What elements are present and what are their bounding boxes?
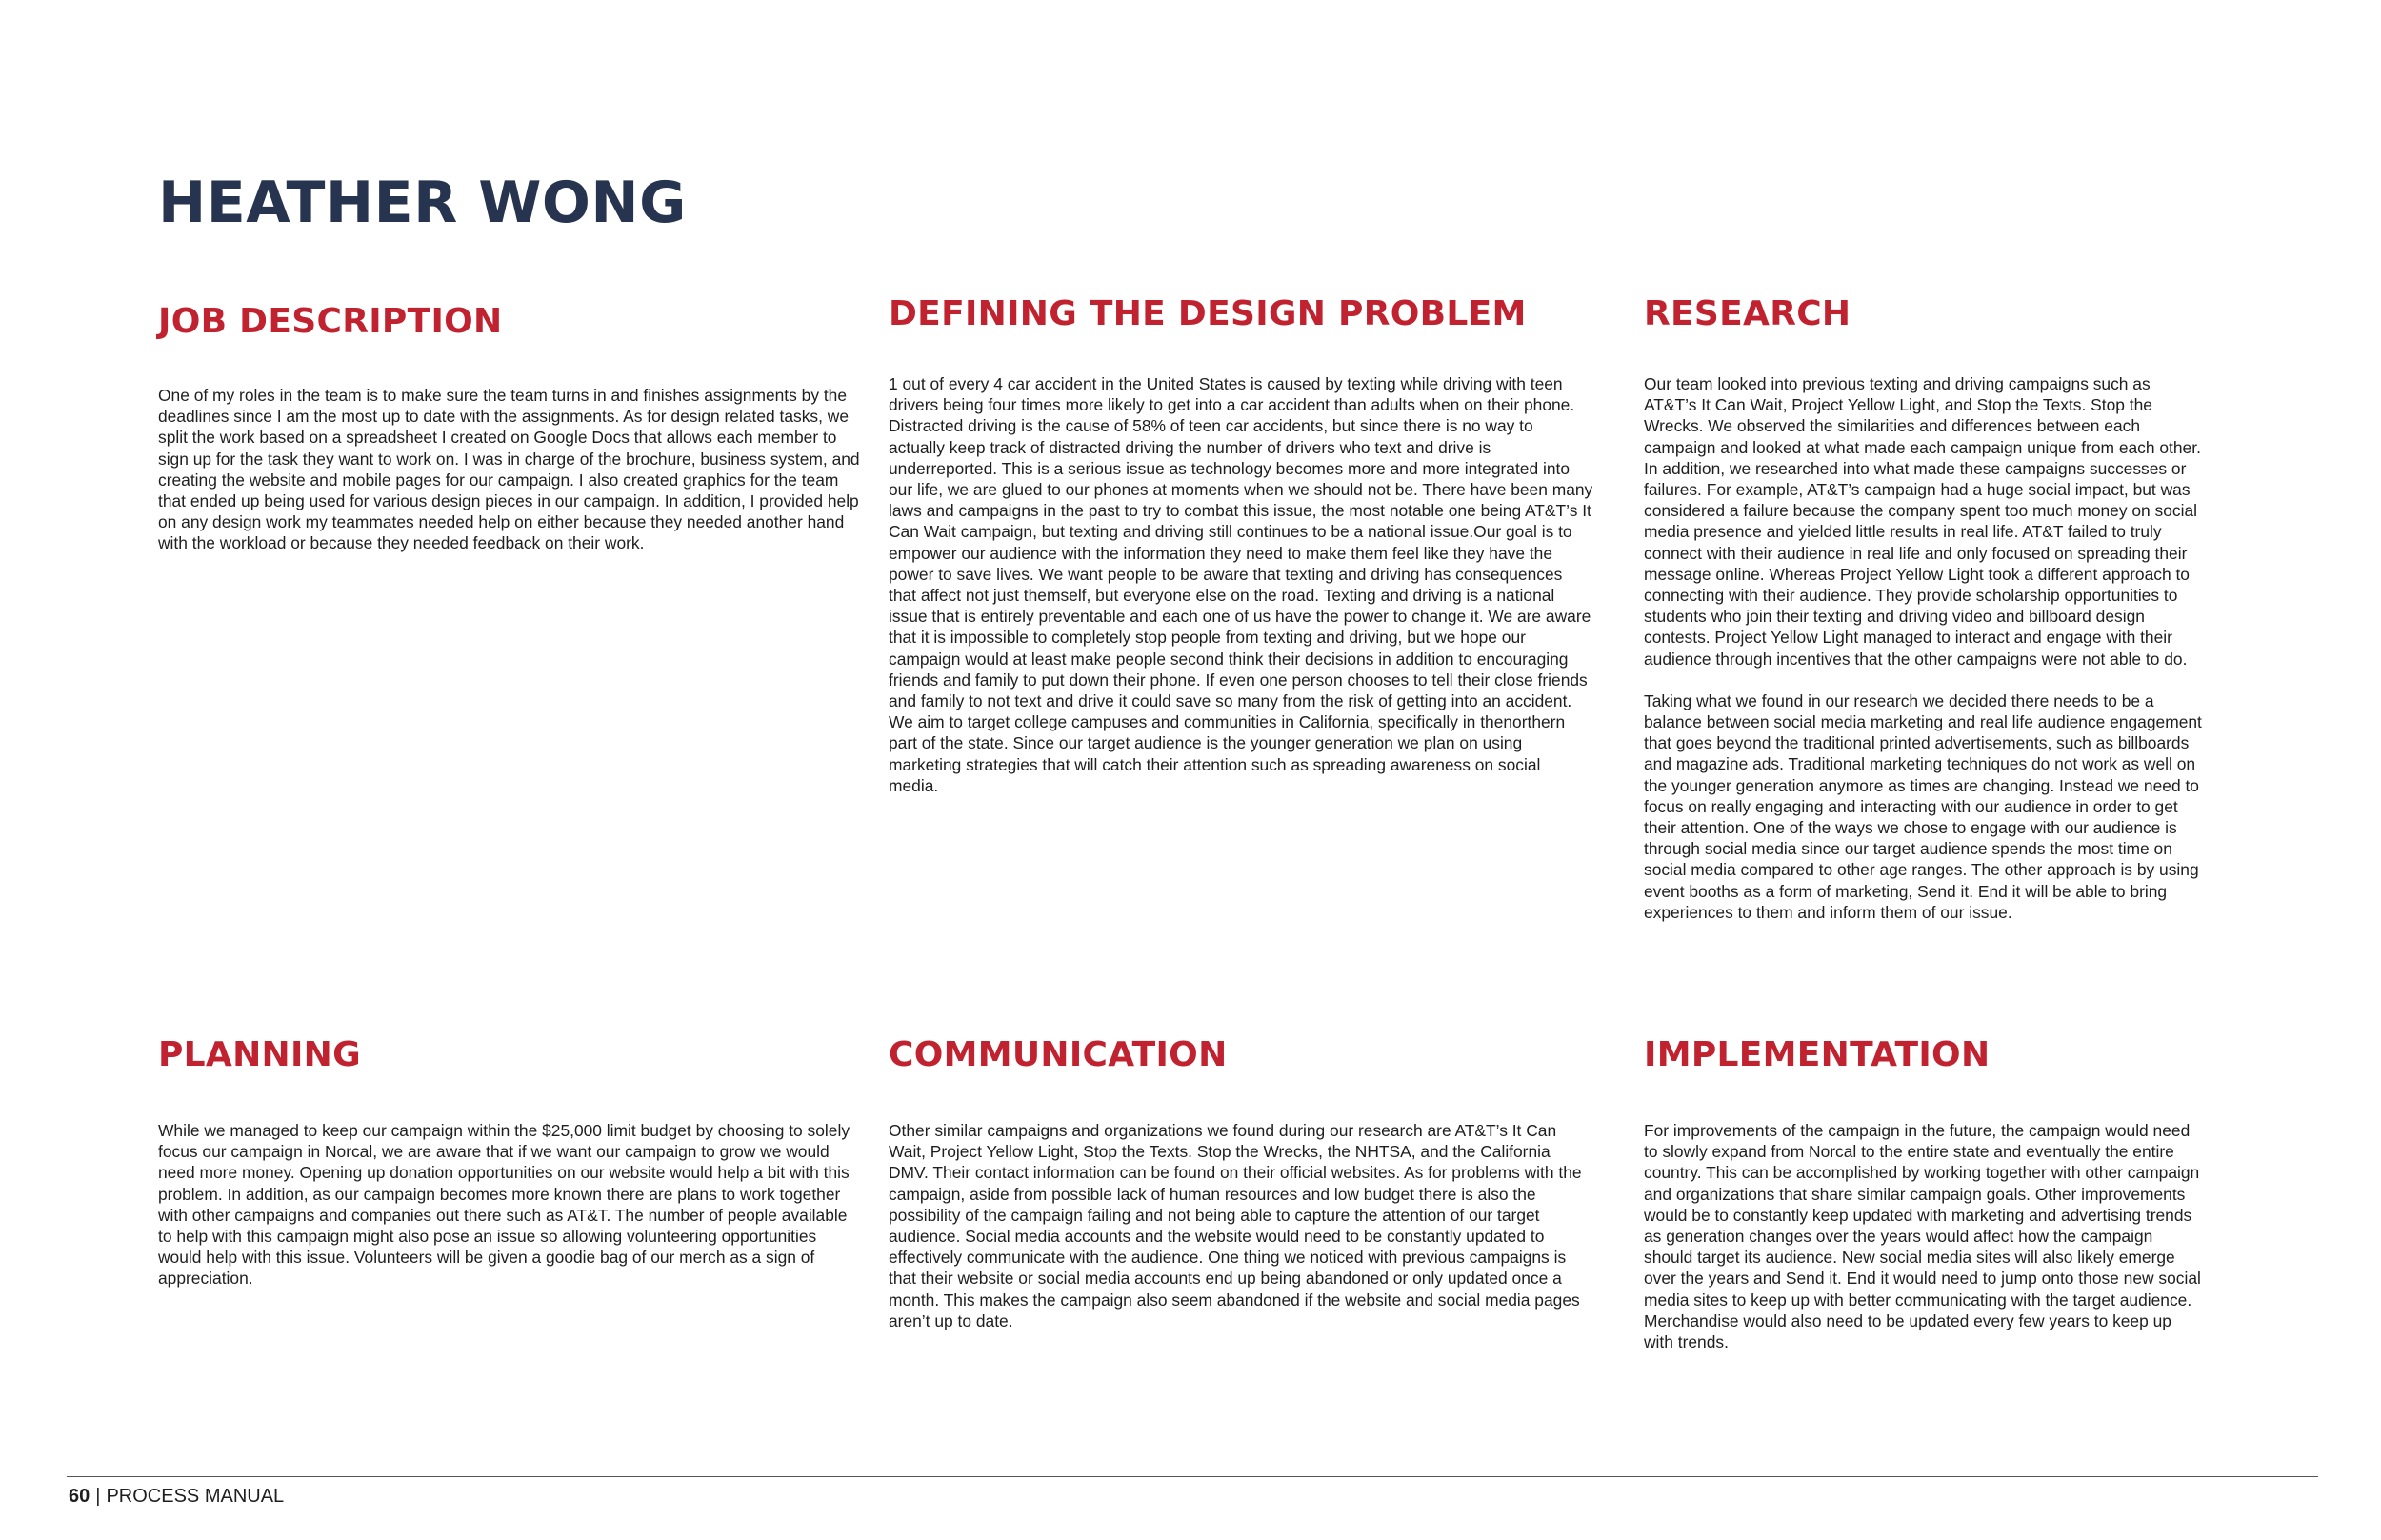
section-communication — [889, 1034, 1593, 1331]
page-title: HEATHER WONG — [158, 170, 687, 236]
section-heading-implementation: IMPLEMENTATION — [1644, 1035, 1991, 1074]
footer-separator: | — [95, 1486, 101, 1507]
research-paragraph-2: Taking what we found in our research we decided there needs to be a balance between social media marketing and real life audience engagement that goes beyond the traditional printed advertisements, such as billboards and magazine ads. Traditional marketing techniques do not work as well on the younger generation anymore as times are changing. Instead we need to focus on really engaging and interacting with our audience in order to get their attention. One of the ways we chose to engage with our audience is through social media since our target audience spends the most time on social media compared to other age ranges. The other approach is by using event booths as a form of marketing, Send it. End it will be able to bring experiences to them and inform them of our issue. — [1644, 690, 2202, 922]
section-heading-communication: COMMUNICATION — [889, 1035, 1228, 1074]
section-heading-job-description: JOB DESCRIPTION — [158, 302, 503, 341]
page-footer — [69, 1485, 284, 1508]
research-paragraph-1: Our team looked into previous texting and driving campaigns such as AT&T’s It Can Wait, Project Yellow Light, and Stop the Texts. Stop the Wrecks. We observed the similarities and differences between each campaign and looked at what made each campaign unique from each other. In addition, we researched into what made these campaigns successes or failures. For example, AT&T’s campaign had a huge social impact, but was considered a failure because the company spent too much money on social media presence and yielded little results in real life. AT&T failed to truly connect with their audience in real life and only focused on spreading their message online. Whereas Project Yellow Light took a different approach to connecting with their audience. They provide scholarship opportunities to students who join their texting and driving video and billboard design contests. Project Yellow Light managed to interact and engage with their audience through incentives that the other campaigns were not able to do. — [1644, 374, 2201, 669]
section-planning — [158, 1034, 861, 1290]
section-defining-design-problem — [889, 293, 1593, 796]
job-description-paragraph: One of my roles in the team is to make sure the team turns in and finishes assignments by the deadlines since I am the most up to date with the assignments. As for design related tasks, we split the work based on a spreadsheet I created on Google Docs that allows each member to sign up for the task they want to work on. I was in charge of the brochure, business system, and creating the website and mobile pages for our campaign. I also created graphics for the team that ended up being used for various design pieces in our campaign. In addition, I provided help on any design work my teammates needed help on either because they needed another hand with the workload or because they needed feedback on their work. — [158, 386, 860, 553]
section-heading-research: RESEARCH — [1644, 294, 1851, 333]
planning-paragraph: While we managed to keep our campaign within the $25,000 limit budget by choosing to solely focus our campaign in Norcal, we are aware that if we want our campaign to grow we would need more money. Opening up donation opportunities on our website would help a bit with this problem. In addition, as our campaign becomes more known there are plans to work together with other campaigns and companies out there such as AT&T. The number of people available to help with this campaign might also pose an issue so allowing volunteering opportunities would help with this issue. Volunteers will be given a goodie bag of our merch as a sign of appreciation. — [158, 1121, 850, 1289]
section-heading-defining: DEFINING THE DESIGN PROBLEM — [889, 294, 1527, 333]
defining-paragraph: 1 out of every 4 car accident in the United States is caused by texting while driving with teen drivers being four times more likely to get into a car accident than adults when on their phone. Distracted driving is the cause of 58% of teen car accidents, but since there is no way to actually keep track of distracted driving the number of drivers who text and drive is underreported. This is a serious issue as technology becomes more and more integrated into our life, we are glued to our phones at moments when we should not be. There have been many laws and campaigns in the past to try to combat this issue, the most notable one being AT&T’s It Can Wait campaign, but texting and driving still continues to be a national issue.Our goal is to empower our audience with the information they need to make them feel like they have the power to save lives. We want people to be aware that texting and driving has consequences that affect not just themself, but everyone else on the road. Texting and driving is a national issue that is entirely preventable and each one of us have the power to change it. We are aware that it is impossible to completely stop people from texting and driving, but we hope our campaign would at least make people second think their decisions in addition to encouraging friends and family to put down their phone. If even one person chooses to tell their close friends and family to not text and drive it could save so many from the risk of getting into an accident. We aim to target college campuses and communities in California, specifically in thenorthern part of the state. Since our target audience is the younger generation we plan on using marketing strategies that will catch their attention such as spreading awareness on social media. — [889, 374, 1593, 795]
page-number: 60 — [69, 1486, 90, 1507]
section-implementation — [1644, 1034, 2202, 1352]
section-research — [1644, 293, 2202, 923]
implementation-paragraph: For improvements of the campaign in the future, the campaign would need to slowly expand from Norcal to the entire state and eventually the entire country. This can be accomplished by working together with other campaign and organizations that share similar campaign goals. Other improvements would be to constantly keep updated with marketing and advertising trends as generation changes over the years would affect how the campaign should target its audience. New social media sites will also likely emerge over the years and Send it. End it would need to jump onto those new social media sites to keep up with better communicating with the target audience. Merchandise would also need to be updated every few years to keep up with trends. — [1644, 1121, 2201, 1352]
footer-divider — [67, 1476, 2318, 1477]
section-job-description — [158, 301, 861, 554]
footer-label: PROCESS MANUAL — [106, 1486, 285, 1507]
section-heading-planning: PLANNING — [158, 1035, 361, 1074]
communication-paragraph: Other similar campaigns and organizations we found during our research are AT&T’s It Can Wait, Project Yellow Light, Stop the Texts. Stop the Wrecks, the NHTSA, and the California DMV. Their contact information can be found on their official websites. As for problems with the campaign, aside from possible lack of human resources and low budget there is also the possibility of the campaign failing and not being able to capture the attention of our target audience. Social media accounts and the website would need to be constantly updated to effectively communicate with the audience. One thing we noticed with previous campaigns is that their website or social media accounts end up being abandoned or only updated once a month. This makes the campaign also seem abandoned if the website and social media pages aren’t up to date. — [889, 1121, 1582, 1330]
